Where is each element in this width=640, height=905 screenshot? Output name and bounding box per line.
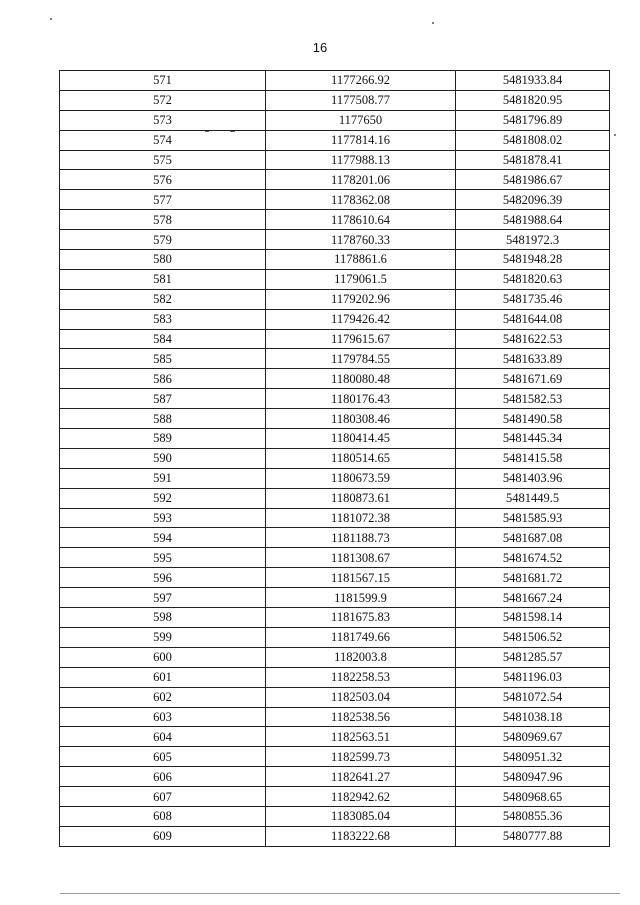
point-number-cell: 602 — [60, 687, 266, 707]
point-number-cell: 573 — [60, 110, 266, 130]
x-coordinate-cell: 1179784.55 — [266, 349, 456, 369]
point-number-cell: 598 — [60, 608, 266, 628]
y-coordinate-cell: 5481988.64 — [456, 210, 610, 230]
table-row — [60, 767, 610, 787]
y-coordinate-cell: 5480855.36 — [456, 806, 610, 826]
scan-speck — [614, 134, 616, 136]
y-coordinate-cell: 5481449.5 — [456, 488, 610, 508]
table-row — [60, 627, 610, 647]
page-bottom-edge — [60, 893, 620, 894]
x-coordinate-cell: 1182599.73 — [266, 747, 456, 767]
coordinates-table — [59, 70, 610, 847]
table-row — [60, 389, 610, 409]
y-coordinate-cell: 5480968.65 — [456, 787, 610, 807]
point-number-cell: 607 — [60, 787, 266, 807]
x-coordinate-cell: 1181599.9 — [266, 588, 456, 608]
y-coordinate-cell: 5480947.96 — [456, 767, 610, 787]
x-coordinate-cell: 1179615.67 — [266, 329, 456, 349]
x-coordinate-cell: 1179061.5 — [266, 269, 456, 289]
y-coordinate-cell: 5481415.58 — [456, 448, 610, 468]
point-number-cell: 587 — [60, 389, 266, 409]
scan-speck — [50, 18, 52, 20]
x-coordinate-cell: 1182503.04 — [266, 687, 456, 707]
table-row — [60, 269, 610, 289]
table-row — [60, 448, 610, 468]
table-row — [60, 488, 610, 508]
y-coordinate-cell: 5481808.02 — [456, 130, 610, 150]
x-coordinate-cell: 1183222.68 — [266, 826, 456, 846]
x-coordinate-cell: 1177266.92 — [266, 71, 456, 91]
x-coordinate-cell: 1182258.53 — [266, 667, 456, 687]
coordinates-table-body — [60, 71, 610, 847]
x-coordinate-cell: 1178760.33 — [266, 230, 456, 250]
table-row — [60, 309, 610, 329]
point-number-cell: 609 — [60, 826, 266, 846]
point-number-cell: 579 — [60, 230, 266, 250]
point-number-cell: 572 — [60, 90, 266, 110]
y-coordinate-cell: 5481445.34 — [456, 429, 610, 449]
point-number-cell: 577 — [60, 190, 266, 210]
point-number-cell: 604 — [60, 727, 266, 747]
y-coordinate-cell: 5481598.14 — [456, 608, 610, 628]
y-coordinate-cell: 5481196.03 — [456, 667, 610, 687]
y-coordinate-cell: 5481490.58 — [456, 409, 610, 429]
x-coordinate-cell: 1180514.65 — [266, 448, 456, 468]
y-coordinate-cell: 5481948.28 — [456, 250, 610, 270]
point-number-cell: 597 — [60, 588, 266, 608]
y-coordinate-cell: 5481622.53 — [456, 329, 610, 349]
point-number-cell: 583 — [60, 309, 266, 329]
y-coordinate-cell: 5481878.41 — [456, 150, 610, 170]
table-row — [60, 608, 610, 628]
scan-speck — [432, 22, 434, 24]
point-number-cell: 599 — [60, 627, 266, 647]
x-coordinate-cell: 1182942.62 — [266, 787, 456, 807]
x-coordinate-cell: 1182641.27 — [266, 767, 456, 787]
y-coordinate-cell: 5481820.63 — [456, 269, 610, 289]
x-coordinate-cell: 1178610.64 — [266, 210, 456, 230]
point-number-cell: 589 — [60, 429, 266, 449]
y-coordinate-cell: 5481972.3 — [456, 230, 610, 250]
table-row — [60, 508, 610, 528]
x-coordinate-cell: 1177508.77 — [266, 90, 456, 110]
x-coordinate-cell: 1182003.8 — [266, 647, 456, 667]
y-coordinate-cell: 5481038.18 — [456, 707, 610, 727]
table-row — [60, 568, 610, 588]
point-number-cell: 605 — [60, 747, 266, 767]
point-number-cell: 574 — [60, 130, 266, 150]
x-coordinate-cell: 1180176.43 — [266, 389, 456, 409]
x-coordinate-cell: 1177650 — [266, 110, 456, 130]
point-number-cell: 578 — [60, 210, 266, 230]
scan-speck — [205, 131, 209, 132]
x-coordinate-cell: 1180080.48 — [266, 369, 456, 389]
y-coordinate-cell: 5481582.53 — [456, 389, 610, 409]
point-number-cell: 595 — [60, 548, 266, 568]
page-number: 16 — [312, 40, 328, 55]
y-coordinate-cell: 5480777.88 — [456, 826, 610, 846]
table-row — [60, 647, 610, 667]
point-number-cell: 593 — [60, 508, 266, 528]
x-coordinate-cell: 1178362.08 — [266, 190, 456, 210]
y-coordinate-cell: 5480951.32 — [456, 747, 610, 767]
point-number-cell: 606 — [60, 767, 266, 787]
y-coordinate-cell: 5481667.24 — [456, 588, 610, 608]
table-row — [60, 90, 610, 110]
x-coordinate-cell: 1181308.67 — [266, 548, 456, 568]
point-number-cell: 590 — [60, 448, 266, 468]
table-row — [60, 747, 610, 767]
point-number-cell: 571 — [60, 71, 266, 91]
point-number-cell: 608 — [60, 806, 266, 826]
x-coordinate-cell: 1177814.16 — [266, 130, 456, 150]
x-coordinate-cell: 1181072.38 — [266, 508, 456, 528]
y-coordinate-cell: 5481681.72 — [456, 568, 610, 588]
table-row — [60, 170, 610, 190]
y-coordinate-cell: 5481072.54 — [456, 687, 610, 707]
point-number-cell: 594 — [60, 528, 266, 548]
y-coordinate-cell: 5481796.89 — [456, 110, 610, 130]
point-number-cell: 592 — [60, 488, 266, 508]
table-row — [60, 71, 610, 91]
table-row — [60, 806, 610, 826]
point-number-cell: 588 — [60, 409, 266, 429]
table-row — [60, 826, 610, 846]
y-coordinate-cell: 5481986.67 — [456, 170, 610, 190]
y-coordinate-cell: 5481506.52 — [456, 627, 610, 647]
x-coordinate-cell: 1182563.51 — [266, 727, 456, 747]
y-coordinate-cell: 5481820.95 — [456, 90, 610, 110]
point-number-cell: 575 — [60, 150, 266, 170]
point-number-cell: 591 — [60, 468, 266, 488]
table-row — [60, 548, 610, 568]
y-coordinate-cell: 5480969.67 — [456, 727, 610, 747]
table-row — [60, 528, 610, 548]
x-coordinate-cell: 1179426.42 — [266, 309, 456, 329]
y-coordinate-cell: 5481735.46 — [456, 289, 610, 309]
point-number-cell: 580 — [60, 250, 266, 270]
y-coordinate-cell: 5481687.08 — [456, 528, 610, 548]
x-coordinate-cell: 1179202.96 — [266, 289, 456, 309]
x-coordinate-cell: 1180414.45 — [266, 429, 456, 449]
y-coordinate-cell: 5481585.93 — [456, 508, 610, 528]
scan-speck — [230, 131, 235, 132]
y-coordinate-cell: 5481633.89 — [456, 349, 610, 369]
x-coordinate-cell: 1181675.83 — [266, 608, 456, 628]
point-number-cell: 600 — [60, 647, 266, 667]
table-row — [60, 250, 610, 270]
table-row — [60, 409, 610, 429]
table-row — [60, 468, 610, 488]
point-number-cell: 581 — [60, 269, 266, 289]
point-number-cell: 582 — [60, 289, 266, 309]
table-row — [60, 687, 610, 707]
table-row — [60, 289, 610, 309]
point-number-cell: 596 — [60, 568, 266, 588]
table-row — [60, 588, 610, 608]
table-row — [60, 727, 610, 747]
x-coordinate-cell: 1180873.61 — [266, 488, 456, 508]
table-row — [60, 190, 610, 210]
y-coordinate-cell: 5481644.08 — [456, 309, 610, 329]
table-row — [60, 210, 610, 230]
table-row — [60, 110, 610, 130]
table-row — [60, 787, 610, 807]
y-coordinate-cell: 5481671.69 — [456, 369, 610, 389]
x-coordinate-cell: 1181567.15 — [266, 568, 456, 588]
point-number-cell: 576 — [60, 170, 266, 190]
x-coordinate-cell: 1180308.46 — [266, 409, 456, 429]
x-coordinate-cell: 1177988.13 — [266, 150, 456, 170]
table-row — [60, 667, 610, 687]
table-row — [60, 349, 610, 369]
point-number-cell: 585 — [60, 349, 266, 369]
x-coordinate-cell: 1178201.06 — [266, 170, 456, 190]
table-row — [60, 707, 610, 727]
point-number-cell: 603 — [60, 707, 266, 727]
y-coordinate-cell: 5481285.57 — [456, 647, 610, 667]
x-coordinate-cell: 1178861.6 — [266, 250, 456, 270]
table-row — [60, 369, 610, 389]
table-row — [60, 150, 610, 170]
y-coordinate-cell: 5481403.96 — [456, 468, 610, 488]
x-coordinate-cell: 1182538.56 — [266, 707, 456, 727]
table-row — [60, 130, 610, 150]
y-coordinate-cell: 5482096.39 — [456, 190, 610, 210]
y-coordinate-cell: 5481933.84 — [456, 71, 610, 91]
x-coordinate-cell: 1181188.73 — [266, 528, 456, 548]
point-number-cell: 584 — [60, 329, 266, 349]
x-coordinate-cell: 1180673.59 — [266, 468, 456, 488]
point-number-cell: 586 — [60, 369, 266, 389]
y-coordinate-cell: 5481674.52 — [456, 548, 610, 568]
table-row — [60, 230, 610, 250]
table-row — [60, 329, 610, 349]
x-coordinate-cell: 1183085.04 — [266, 806, 456, 826]
point-number-cell: 601 — [60, 667, 266, 687]
x-coordinate-cell: 1181749.66 — [266, 627, 456, 647]
table-row — [60, 429, 610, 449]
